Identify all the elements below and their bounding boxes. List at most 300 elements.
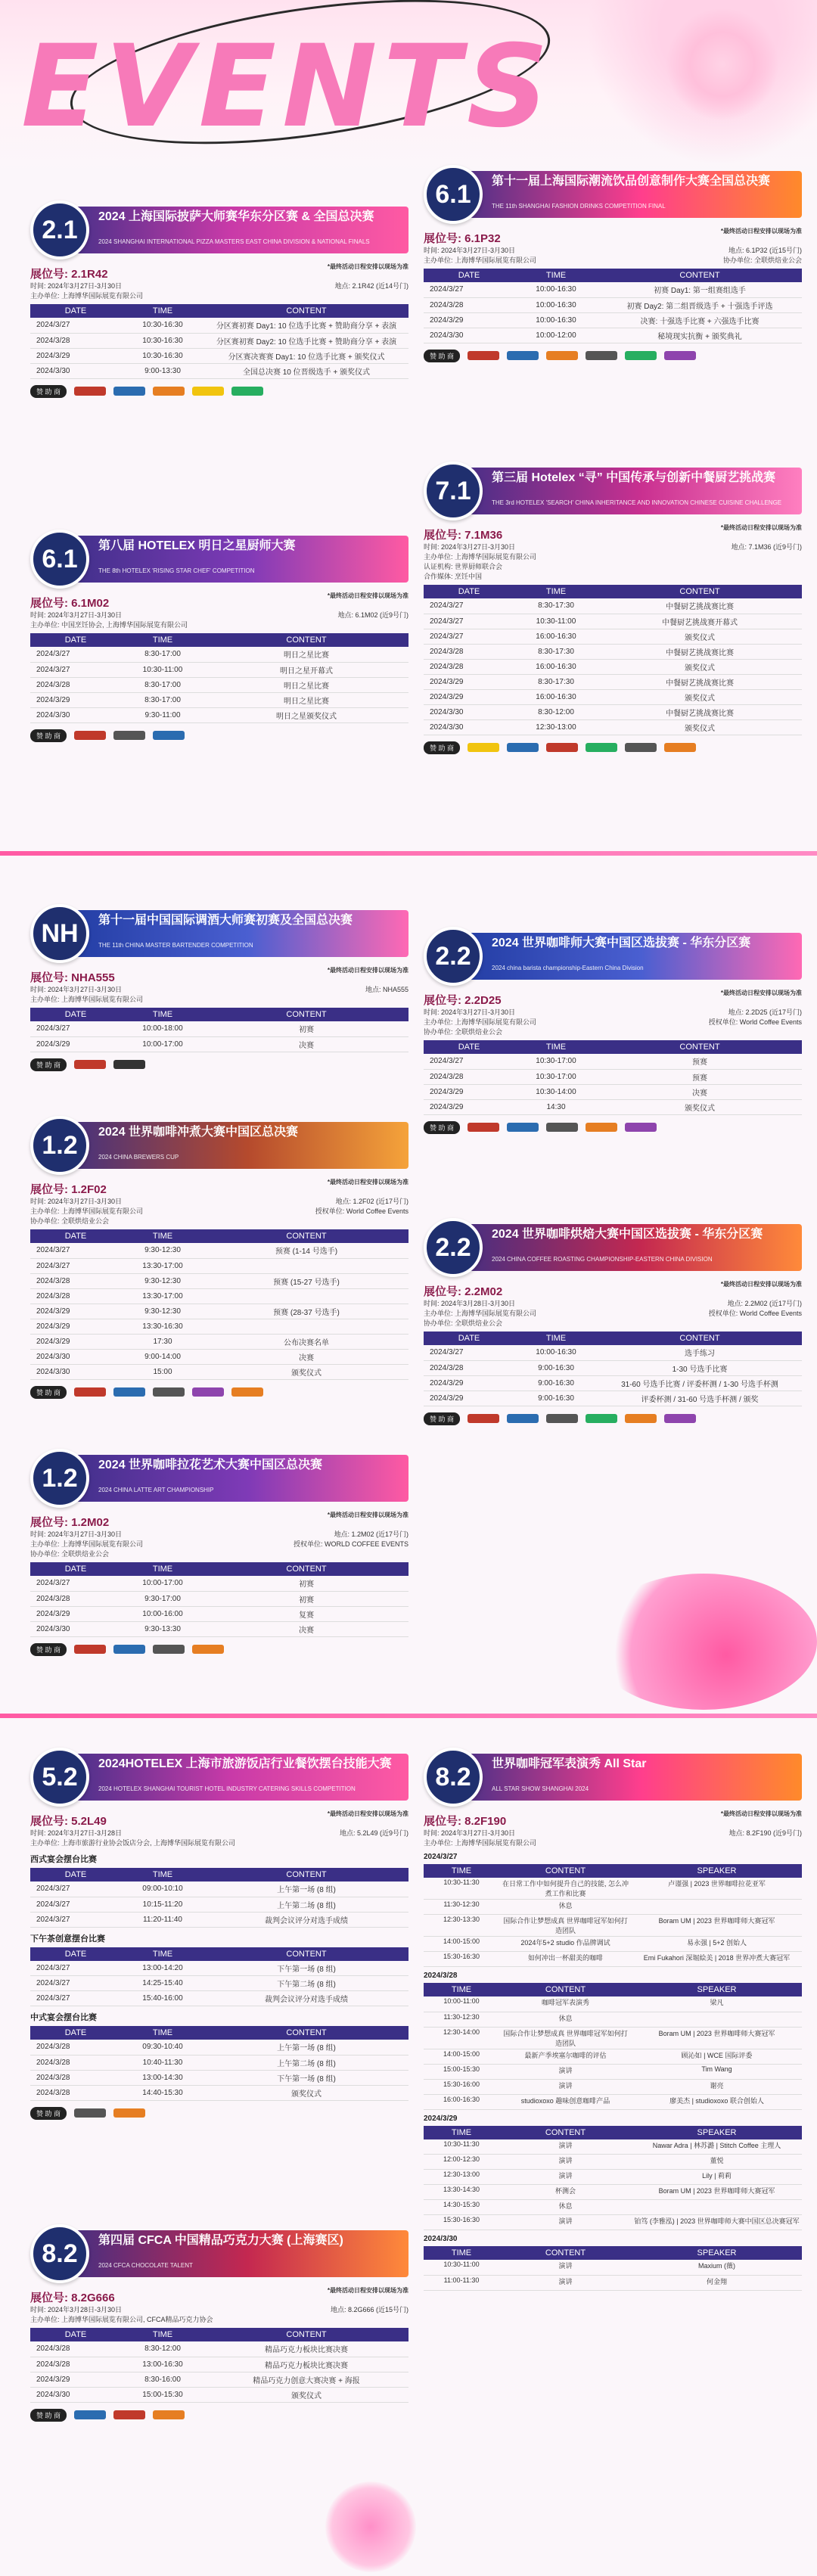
table-row [30, 1591, 408, 1606]
row-time: 10:00-16:30 [514, 297, 598, 312]
row-time: 13:00-14:30 [121, 2070, 204, 2085]
sponsor-logo [468, 1123, 499, 1132]
row-date: 2024/3/27 [424, 629, 514, 644]
event-place: 地点: NHA555 [365, 986, 408, 993]
row-content [204, 1319, 408, 1334]
sponsor-label: 赞 助 商 [30, 729, 67, 742]
row-content: 颁奖仪式 [598, 629, 802, 644]
col-time: TIME [121, 2328, 204, 2341]
row-time: 10:30-11:30 [424, 1878, 499, 1900]
speaker-schedule [424, 1853, 802, 2291]
sponsor-logo [586, 351, 617, 360]
sponsor-logo [113, 2410, 145, 2419]
notice: *最终活动日程安排以现场为准 [327, 967, 408, 974]
row-content: 颁奖仪式 [204, 2085, 408, 2100]
sponsor-label: 赞 助 商 [30, 2107, 67, 2120]
col-content: CONTENT [499, 1983, 632, 1996]
row-time: 9:30-13:30 [121, 1621, 204, 1636]
sponsor-label: 赞 助 商 [424, 1121, 460, 1134]
row-speaker: 谢亮 [632, 2079, 802, 2094]
row-content: 如何冲出一杯甜美的咖啡 [499, 1952, 632, 1967]
event-place: 地点: 6.1M02 (近9号门) [337, 611, 408, 619]
notice: *最终活动日程安排以现场为准 [720, 1810, 802, 1817]
row-time: 09:00-10:10 [121, 1882, 204, 1897]
row-time: 9:00-16:30 [514, 1391, 598, 1406]
sponsor-logo [153, 1645, 185, 1654]
row-date: 2024/3/27 [30, 1991, 121, 2006]
sponsor-label: 赞 助 商 [30, 1058, 67, 1071]
event-host: 主办单位: 上海博华国际展览有限公司 [30, 292, 144, 300]
row-time: 8:30-16:00 [121, 2372, 204, 2387]
event-title: 第八届 HOTELEX 明日之星厨师大赛 [98, 539, 296, 552]
row-date: 2024/3/28 [30, 677, 121, 692]
row-time: 15:00-15:30 [424, 2064, 499, 2079]
col-content: CONTENT [499, 2246, 632, 2260]
hall-number: 2.1 [30, 200, 89, 259]
row-time: 16:00-16:30 [514, 629, 598, 644]
col-date: DATE [30, 1229, 121, 1243]
table-row [424, 1054, 802, 1069]
booth-number: 展位号: 6.1M02 [30, 597, 110, 610]
col-content: CONTENT [204, 304, 408, 318]
row-speaker: 梁凡 [632, 1996, 802, 2012]
row-content: 选手练习 [598, 1345, 802, 1360]
row-time: 10:40-11:30 [121, 2055, 204, 2070]
sponsor-logo [113, 1060, 145, 1069]
event-time: 时间: 2024年3月27日-3月30日 [30, 1530, 123, 1538]
row-content: 分区赛决赛赛 Day1: 10 位选手比赛 + 颁奖仪式 [204, 348, 408, 363]
row-time: 9:00-13:30 [121, 363, 204, 378]
row-date: 2024/3/27 [30, 1021, 121, 1036]
row-time: 9:30-12:30 [121, 1273, 204, 1288]
table-row [424, 1996, 802, 2012]
row-speaker: Boram UM | 2023 世界咖啡师大赛冠军 [632, 2027, 802, 2049]
event-certifier: 认证机构: 世界厨师联合会 [424, 563, 503, 570]
row-time: 8:30-17:30 [514, 598, 598, 614]
booth-number: 展位号: NHA555 [30, 971, 115, 984]
event-title: 第十一届中国国际调酒大师赛初赛及全国总决赛 [98, 914, 353, 927]
booth-number: 展位号: 2.1R42 [30, 268, 108, 281]
table-row [424, 629, 802, 644]
row-date: 2024/3/29 [424, 689, 514, 704]
sponsor-label: 赞 助 商 [424, 741, 460, 754]
table-row [424, 328, 802, 343]
event-subtitle: THE 8th HOTELEX 'RISING STAR CHEF' COMPETITION [98, 567, 255, 574]
event-time: 时间: 2024年3月27日-3月30日 [30, 282, 123, 290]
event-title: 2024HOTELEX 上海市旅游饭店行业餐饮摆台技能大赛 [98, 1757, 392, 1770]
col-speaker: SPEAKER [632, 2126, 802, 2139]
row-time: 10:15-11:20 [121, 1897, 204, 1912]
col-content: CONTENT [204, 2328, 408, 2341]
hall-number: 2.2 [424, 927, 483, 986]
sponsor-logo [113, 731, 145, 740]
row-time: 9:30-12:30 [121, 1243, 204, 1258]
event-time: 时间: 2024年3月28日-3月30日 [30, 2306, 123, 2313]
event-place: 地点: 7.1M36 (近9号门) [731, 543, 802, 551]
sponsor-logo [625, 1414, 657, 1423]
table-row [30, 2070, 408, 2085]
row-time: 12:30-13:00 [424, 2170, 499, 2185]
row-content: 决赛 [204, 1036, 408, 1052]
table-row [424, 659, 802, 674]
event-title: 2024 上海国际披萨大师赛华东分区赛 & 全国总决赛 [98, 210, 374, 223]
sponsor-logo [468, 743, 499, 752]
table-row [30, 1036, 408, 1052]
row-content: 休息 [499, 1900, 632, 1915]
table-row [30, 1304, 408, 1319]
event-host: 主办单位: 上海市旅游行业协会饭店分会, 上海博华国际展览有限公司 [30, 1839, 236, 1847]
row-time: 14:40-15:30 [121, 2085, 204, 2100]
sponsor-logo [192, 1387, 224, 1397]
event-card-chocolate [30, 2224, 408, 2422]
row-time: 10:30-16:30 [121, 348, 204, 363]
col-content: CONTENT [598, 1040, 802, 1054]
row-time: 10:30-16:30 [121, 333, 204, 348]
col-date: DATE [30, 1562, 121, 1576]
table-row [30, 707, 408, 722]
col-time: TIME [424, 2246, 499, 2260]
table-row [30, 1273, 408, 1288]
col-date: DATE [30, 1868, 121, 1882]
table-row [30, 1976, 408, 1991]
pink-decoration [590, 1574, 817, 1710]
row-time: 8:30-12:00 [121, 2341, 204, 2357]
row-content: 31-60 号选手比赛 / 评委杯测 / 1-30 号选手杯测 [598, 1375, 802, 1391]
row-date: 2024/3/29 [424, 1099, 514, 1114]
hall-number: 1.2 [30, 1116, 89, 1175]
event-host: 主办单位: 上海博华国际展览有限公司 [30, 1540, 144, 1548]
row-time: 16:00-16:30 [514, 689, 598, 704]
speaker-table [424, 1864, 802, 1967]
event-place: 地点: 1.2M02 (近17号门) [334, 1530, 408, 1538]
row-content: 明日之星开幕式 [204, 662, 408, 677]
flower-decoration [666, 8, 779, 121]
col-content: CONTENT [598, 269, 802, 282]
hall-number: 2.2 [424, 1218, 483, 1277]
row-time: 8:30-17:00 [121, 647, 204, 662]
row-content: 明日之星比赛 [204, 692, 408, 707]
table-row [30, 2085, 408, 2100]
row-content: 分区赛初赛 Day1: 10 位选手比赛 + 赞助商分享 + 表演 [204, 318, 408, 333]
table-row [424, 614, 802, 629]
row-time: 10:00-16:30 [514, 1345, 598, 1360]
row-date: 2024/3/29 [424, 312, 514, 328]
row-time: 8:30-17:30 [514, 644, 598, 659]
event-authority: 授权单位: World Coffee Events [708, 1018, 802, 1026]
notice: *最终活动日程安排以现场为准 [327, 2287, 408, 2294]
row-content: 分区赛初赛 Day2: 10 位选手比赛 + 赞助商分享 + 表演 [204, 333, 408, 348]
row-time: 9:30-17:00 [121, 1591, 204, 1606]
booth-number: 展位号: 1.2F02 [30, 1183, 107, 1196]
sponsor-row [30, 729, 408, 742]
sponsor-logo [153, 2410, 185, 2419]
event-host: 主办单位: 中国烹饪协会, 上海博华国际展览有限公司 [30, 621, 188, 629]
table-row [424, 2012, 802, 2027]
sponsor-row [424, 1121, 802, 1134]
row-time: 10:30-11:00 [424, 2260, 499, 2275]
row-content: 预赛 [598, 1069, 802, 1084]
col-content: CONTENT [598, 1332, 802, 1345]
schedule-table [30, 1008, 408, 1052]
row-content: 下午第二场 (8 组) [204, 1976, 408, 1991]
sponsor-row [30, 1058, 408, 1071]
col-date: DATE [30, 1947, 121, 1961]
row-date: 2024/3/28 [424, 644, 514, 659]
table-row [30, 1991, 408, 2006]
row-date: 2024/3/28 [30, 1288, 121, 1304]
sponsor-logo [468, 1414, 499, 1423]
row-content: 休息 [499, 2012, 632, 2027]
event-place: 地点: 6.1P32 (近15号门) [728, 247, 802, 254]
event-time: 时间: 2024年3月27日-3月30日 [30, 1198, 123, 1205]
event-place: 地点: 2.1R42 (近14号门) [334, 282, 408, 290]
row-time: 9:00-16:30 [514, 1375, 598, 1391]
schedule-table [424, 1040, 802, 1115]
day-label: 2024/3/29 [424, 2114, 458, 2123]
row-content: 公布决赛名单 [204, 1334, 408, 1349]
row-date: 2024/3/29 [30, 1304, 121, 1319]
booth-number: 展位号: 5.2L49 [30, 1815, 107, 1828]
event-place: 地点: 8.2G666 (近15号门) [330, 2306, 408, 2313]
col-content: CONTENT [204, 633, 408, 647]
event-time: 时间: 2024年3月27日-3月30日 [424, 1829, 516, 1837]
event-host: 主办单位: 上海博华国际展览有限公司 [424, 1839, 537, 1847]
col-content: CONTENT [204, 1562, 408, 1576]
row-speaker [632, 1900, 802, 1915]
row-date: 2024/3/29 [30, 1319, 121, 1334]
table-row [424, 598, 802, 614]
table-row [424, 297, 802, 312]
row-content: 下午第一场 (8 组) [204, 2070, 408, 2085]
event-cohost: 协办单位: 全联烘焙业公会 [722, 256, 802, 264]
col-time: TIME [424, 2126, 499, 2139]
table-row [424, 1878, 802, 1900]
row-date: 2024/3/29 [424, 674, 514, 689]
row-content: 初赛 [204, 1591, 408, 1606]
sponsor-row [30, 385, 408, 398]
event-subtitle: 2024 china barista championship-Eastern China Division [492, 965, 644, 971]
row-time: 13:30-14:30 [424, 2185, 499, 2200]
row-content: 在日常工作中如何提升自己的技能, 怎么冲煮工作和比赛 [499, 1878, 632, 1900]
sponsor-logo [113, 387, 145, 396]
section-title: 下午茶创意摆台比赛 [30, 1934, 105, 1944]
day-label: 2024/3/27 [424, 1853, 458, 1861]
row-date: 2024/3/28 [30, 2070, 121, 2085]
row-content: 2024年5+2 studio 作品牌调试 [499, 1937, 632, 1952]
row-content: 上午第一场 (8 组) [204, 2040, 408, 2055]
day-label: 2024/3/30 [424, 2235, 458, 2243]
hall-number: NH [30, 904, 89, 963]
booth-number: 展位号: 7.1M36 [424, 529, 503, 542]
event-card-latte-art [30, 1449, 408, 1656]
row-time: 14:00-15:00 [424, 1937, 499, 1952]
hall-number: 1.2 [30, 1449, 89, 1508]
row-time: 10:00-12:00 [514, 328, 598, 343]
table-row [30, 318, 408, 333]
section-divider [0, 851, 817, 856]
event-cohost: 协办单位: 全联烘焙业公会 [30, 1550, 110, 1558]
row-content: 上午第一场 (8 组) [204, 1882, 408, 1897]
row-time: 9:00-16:30 [514, 1360, 598, 1375]
event-card-pizza [30, 200, 408, 398]
row-date: 2024/3/27 [30, 1976, 121, 1991]
col-content: CONTENT [204, 1008, 408, 1021]
row-content: 全国总决赛 10 位晋级选手 + 颁奖仪式 [204, 363, 408, 378]
col-content: CONTENT [204, 2026, 408, 2040]
table-row [424, 1069, 802, 1084]
row-content: 决赛 [204, 1349, 408, 1364]
event-title: 世界咖啡冠军表演秀 All Star [492, 1757, 647, 1770]
event-host: 主办单位: 上海博华国际展览有限公司, CFCA精品巧克力协会 [30, 2316, 213, 2323]
row-date: 2024/3/27 [30, 318, 121, 333]
event-subtitle: 2024 HOTELEX SHANGHAI TOURIST HOTEL INDUSTRY CATERING SKILLS COMPETITION [98, 1785, 356, 1792]
table-row [30, 2372, 408, 2387]
row-time: 10:30-14:00 [514, 1084, 598, 1099]
row-content: studioxoxo 趣味创意咖啡产品 [499, 2094, 632, 2109]
row-content: 颁奖仪式 [204, 1364, 408, 1379]
event-place: 地点: 2.2M02 (近17号门) [727, 1300, 802, 1307]
row-content: 决赛: 十强选手比赛 + 六强选手比赛 [598, 312, 802, 328]
row-speaker: 董悦 [632, 2155, 802, 2170]
event-subtitle: THE 3rd HOTELEX 'SEARCH' CHINA INHERITANCE AND INNOVATION CHINESE CUISINE CHALLENGE [492, 499, 782, 506]
sponsor-logo [546, 351, 578, 360]
row-time: 10:00-17:00 [121, 1036, 204, 1052]
hall-number: 8.2 [30, 2224, 89, 2283]
col-time: TIME [121, 304, 204, 318]
event-subtitle: ALL STAR SHOW SHANGHAI 2024 [492, 1785, 589, 1792]
table-row [30, 1912, 408, 1927]
sponsor-logo [113, 1645, 145, 1654]
table-row [424, 719, 802, 735]
event-place: 地点: 8.2F190 (近9号门) [728, 1829, 802, 1837]
sponsor-logo [507, 1414, 539, 1423]
event-subtitle: 2024 CHINA LATTE ART CHAMPIONSHIP [98, 1487, 214, 1493]
row-date: 2024/3/29 [30, 348, 121, 363]
row-date: 2024/3/28 [30, 2055, 121, 2070]
event-title: 2024 世界咖啡冲煮大赛中国区总决赛 [98, 1126, 299, 1139]
row-date: 2024/3/29 [30, 1036, 121, 1052]
col-content: CONTENT [499, 2126, 632, 2139]
row-content [204, 1258, 408, 1273]
row-time: 9:00-14:00 [121, 1349, 204, 1364]
event-authority: 授权单位: WORLD COFFEE EVENTS [293, 1540, 408, 1548]
booth-number: 展位号: 2.2D25 [424, 994, 502, 1007]
row-time: 14:00-15:00 [424, 2049, 499, 2064]
row-date: 2024/3/30 [424, 704, 514, 719]
table-row [424, 282, 802, 297]
booth-number: 展位号: 8.2F190 [424, 1815, 507, 1828]
sponsor-logo [586, 1414, 617, 1423]
row-time: 11:00-11:30 [424, 2275, 499, 2290]
row-date: 2024/3/28 [424, 659, 514, 674]
row-time: 09:30-10:40 [121, 2040, 204, 2055]
event-host: 主办单位: 上海博华国际展览有限公司 [424, 553, 537, 561]
event-authority: 授权单位: World Coffee Events [315, 1207, 408, 1215]
table-row [30, 1882, 408, 1897]
sponsor-label: 赞 助 商 [30, 1386, 67, 1399]
row-content: 预赛 (28-37 号选手) [204, 1304, 408, 1319]
schedule-table [30, 2026, 408, 2101]
sponsor-logo [625, 351, 657, 360]
row-content: 颁奖仪式 [204, 2387, 408, 2402]
sponsor-label: 赞 助 商 [30, 2409, 67, 2422]
col-time: TIME [514, 269, 598, 282]
row-speaker: Maxium (薇) [632, 2260, 802, 2275]
notice: *最终活动日程安排以现场为准 [327, 263, 408, 270]
sponsor-logo [74, 1387, 106, 1397]
sponsor-logo [74, 1060, 106, 1069]
table-row [30, 1319, 408, 1334]
event-cohost: 协办单位: 全联烘焙业公会 [424, 1028, 503, 1036]
row-time: 10:00-11:00 [424, 1996, 499, 2012]
sponsor-logo [231, 1387, 263, 1397]
row-speaker [632, 2200, 802, 2215]
col-content: CONTENT [499, 1864, 632, 1878]
sponsor-logo [586, 743, 617, 752]
notice: *最终活动日程安排以现场为准 [327, 1512, 408, 1518]
row-time: 11:20-11:40 [121, 1912, 204, 1927]
col-time: TIME [121, 1868, 204, 1882]
row-time: 11:30-12:30 [424, 2012, 499, 2027]
hall-number: 6.1 [30, 530, 89, 589]
event-subtitle: THE 11th CHINA MASTER BARTENDER COMPETITION [98, 942, 253, 949]
row-date: 2024/3/27 [424, 614, 514, 629]
col-speaker: SPEAKER [632, 2246, 802, 2260]
row-time: 16:00-16:30 [424, 2094, 499, 2109]
event-cohost: 协办单位: 全联烘焙业公会 [30, 1217, 110, 1225]
col-date: DATE [30, 633, 121, 647]
row-date: 2024/3/27 [424, 598, 514, 614]
sponsor-label: 赞 助 商 [30, 1643, 67, 1656]
table-row [424, 2139, 802, 2155]
row-time: 10:30-17:00 [514, 1069, 598, 1084]
col-time: TIME [121, 1947, 204, 1961]
row-time: 15:30-16:30 [424, 1952, 499, 1967]
table-row [30, 2040, 408, 2055]
row-date: 2024/3/29 [424, 1391, 514, 1406]
row-date: 2024/3/28 [30, 1591, 121, 1606]
table-row [30, 363, 408, 378]
row-time: 12:30-13:30 [424, 1915, 499, 1937]
row-content: 颁奖仪式 [598, 1099, 802, 1114]
sponsor-logo [153, 1387, 185, 1397]
row-date: 2024/3/29 [30, 1334, 121, 1349]
table-row [424, 1084, 802, 1099]
schedule-table [424, 1332, 802, 1406]
table-row [30, 1349, 408, 1364]
table-row [424, 2260, 802, 2275]
row-content: 明日之星比赛 [204, 677, 408, 692]
table-row [30, 1961, 408, 1976]
booth-number: 展位号: 8.2G666 [30, 2292, 115, 2304]
row-content: 下午第一场 (8 组) [204, 1961, 408, 1976]
row-speaker [632, 2012, 802, 2027]
event-authority: 授权单位: World Coffee Events [708, 1310, 802, 1317]
table-row [424, 1360, 802, 1375]
sponsor-logo [507, 351, 539, 360]
table-row [424, 2027, 802, 2049]
sponsor-logo [546, 1123, 578, 1132]
table-row [424, 2170, 802, 2185]
row-date: 2024/3/27 [30, 647, 121, 662]
event-card-brewers-cup [30, 1116, 408, 1399]
sponsor-logo [625, 1123, 657, 1132]
row-time: 9:30-11:00 [121, 707, 204, 722]
sponsor-logo [74, 731, 106, 740]
row-content: 1-30 号选手比赛 [598, 1360, 802, 1375]
row-date: 2024/3/30 [424, 719, 514, 735]
table-row [424, 644, 802, 659]
